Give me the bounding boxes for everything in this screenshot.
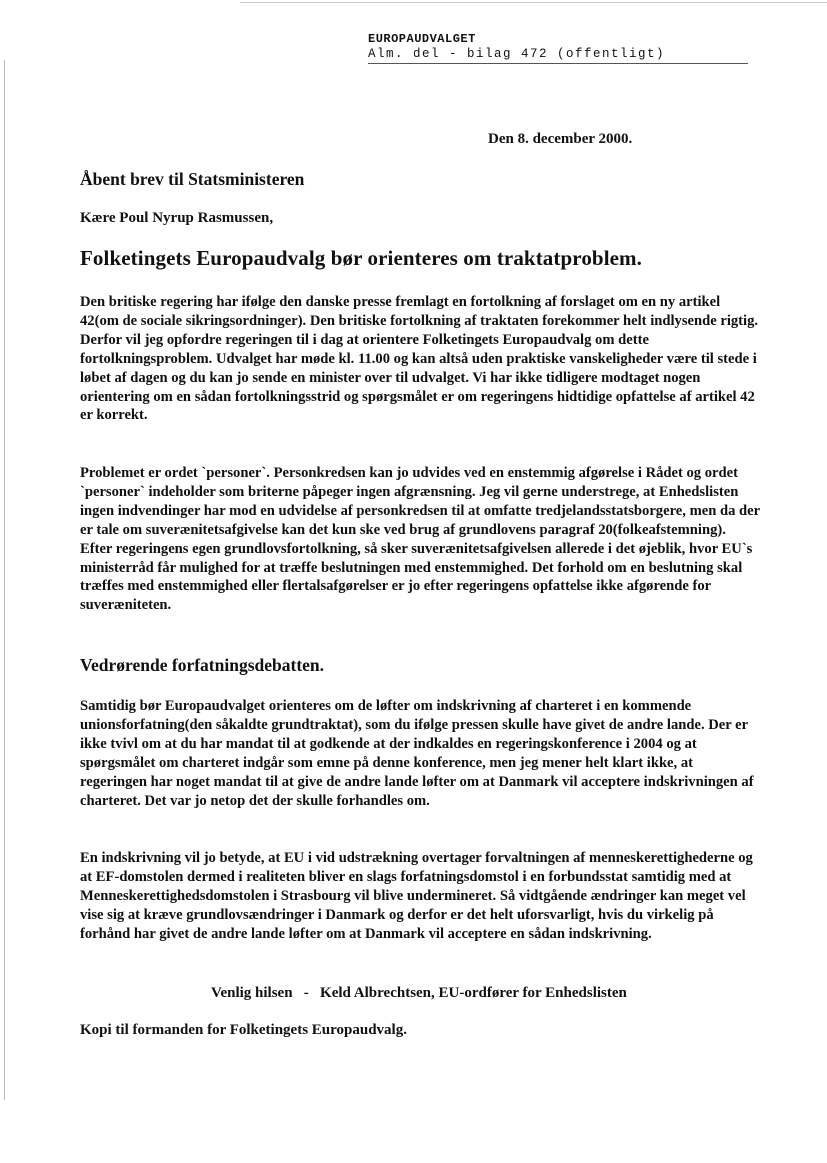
registration-stamp [368,32,748,64]
scan-left-edge [4,60,5,1100]
paragraph: Derfor vil jeg opfordre regeringen til i dag at orientere Folketingets Europaudvalg om dette fortolkningsproblem. Udvalget har møde kl. 11.00 og kan altså uden praktiske vanskeligheder være til stede i løbet af dagen og du kan jo sende en minister over til udvalget. Vi har ikke tidligere modtaget nogen orientering om en sådan fortolkningsstrid og spørgsmålet er om regeringens hidtidige opfattelse af artikel 42 er korrekt. [80,331,757,424]
stamp-committee: EUROPAUDVALGET [368,32,476,46]
paragraph: Problemet er ordet `personer`. Personkredsen kan jo udvides ved en enstemmig afgørelse i Rådet og ordet `personer` indeholder som briterne påpeger ingen afgrænsning. Jeg vil gerne understrege, at Enhedslisten ingen indvendinger har mod en udvidelse af personkredsen til at omfatte tredjelandsstatsborgere, men da der er tale om suverænitetsafgivelse kan det kun ske ved brug af grundlovens paragraf 20(folkeafstemning). [80,465,760,538]
paragraph: Efter regeringens egen grundlovsfortolkning, så sker suverænitetsafgivelsen allerede i det øjeblik, hvor EU`s ministerråd får mulighed for at træffe beslutningen med enstemmighed. Det forhold om en beslutning skal træffes med enstemmighed eller flertalsafgørelser er jo efter regeringens opfattelse ikke afgørende for suveræniteten. [80,540,753,614]
paragraph-group-4 [80,849,760,944]
letter-headline: Folketingets Europaudvalg bør orienteres om traktatproblem. [80,246,642,270]
paragraph: Den britiske regering har ifølge den danske presse fremlagt en fortolkning af forslaget om en ny artikel 42(om de sociale sikringsordninger). Den britiske fortolkning af traktaten forekommer helt indlysende rigtig. [80,294,759,329]
letter-closing: Venlig hilsen - Keld Albrechtsen, EU-ordfører for Enhedslisten [211,985,627,1001]
paragraph: En indskrivning vil jo betyde, at EU i vid udstrækning overtager forvaltningen af menneskerettighederne og at EF-domstolen dermed i realiteten bliver en slags forfatningsdomstol i en forbundsstat samtidig med at Menneskerettighedsdomstolen i Strasbourg vil blive undermineret. Så vidtgående ændringer kan meget vel vise sig at kræve grundlovsændringer i Danmark og derfor er det helt uforsvarligt, hvis du virkelig på forhånd har givet de andre lande løfter om at Danmark vil acceptere en sådan indskrivning. [80,850,753,942]
scan-top-edge [240,2,827,3]
letter-date: Den 8. december 2000. [488,131,633,147]
letter-opening: Åbent brev til Statsministeren [80,169,305,189]
copy-note: Kopi til formanden for Folketingets Europaudvalg. [80,1022,407,1038]
paragraph: Samtidig bør Europaudvalget orienteres om de løfter om indskrivning af charteret i en kommende unionsforfatning(den såkaldte grundtraktat), som du ifølge pressen skulle have givet de andre lande. Der er ikke tvivl om at du har mandat til at godkende at der indkaldes en regeringskonference i 2004 og at spørgsmålet om charteret indgår som emne på denne konference, men jeg mener helt klart ikke, at regeringen har noget mandat til at give de andre lande løfter om at Danmark vil acceptere indskrivningen af charteret. Det var jo netop det der skulle forhandles om. [80,698,754,809]
section-heading: Vedrørende forfatningsdebatten. [80,655,325,675]
paragraph-group-2 [80,464,760,615]
paragraph-group-1 [80,293,760,425]
stamp-reference: Alm. del - bilag 472 (offentligt) [368,47,748,64]
paragraph-group-3 [80,697,760,810]
letter-salutation: Kære Poul Nyrup Rasmussen, [80,210,274,226]
